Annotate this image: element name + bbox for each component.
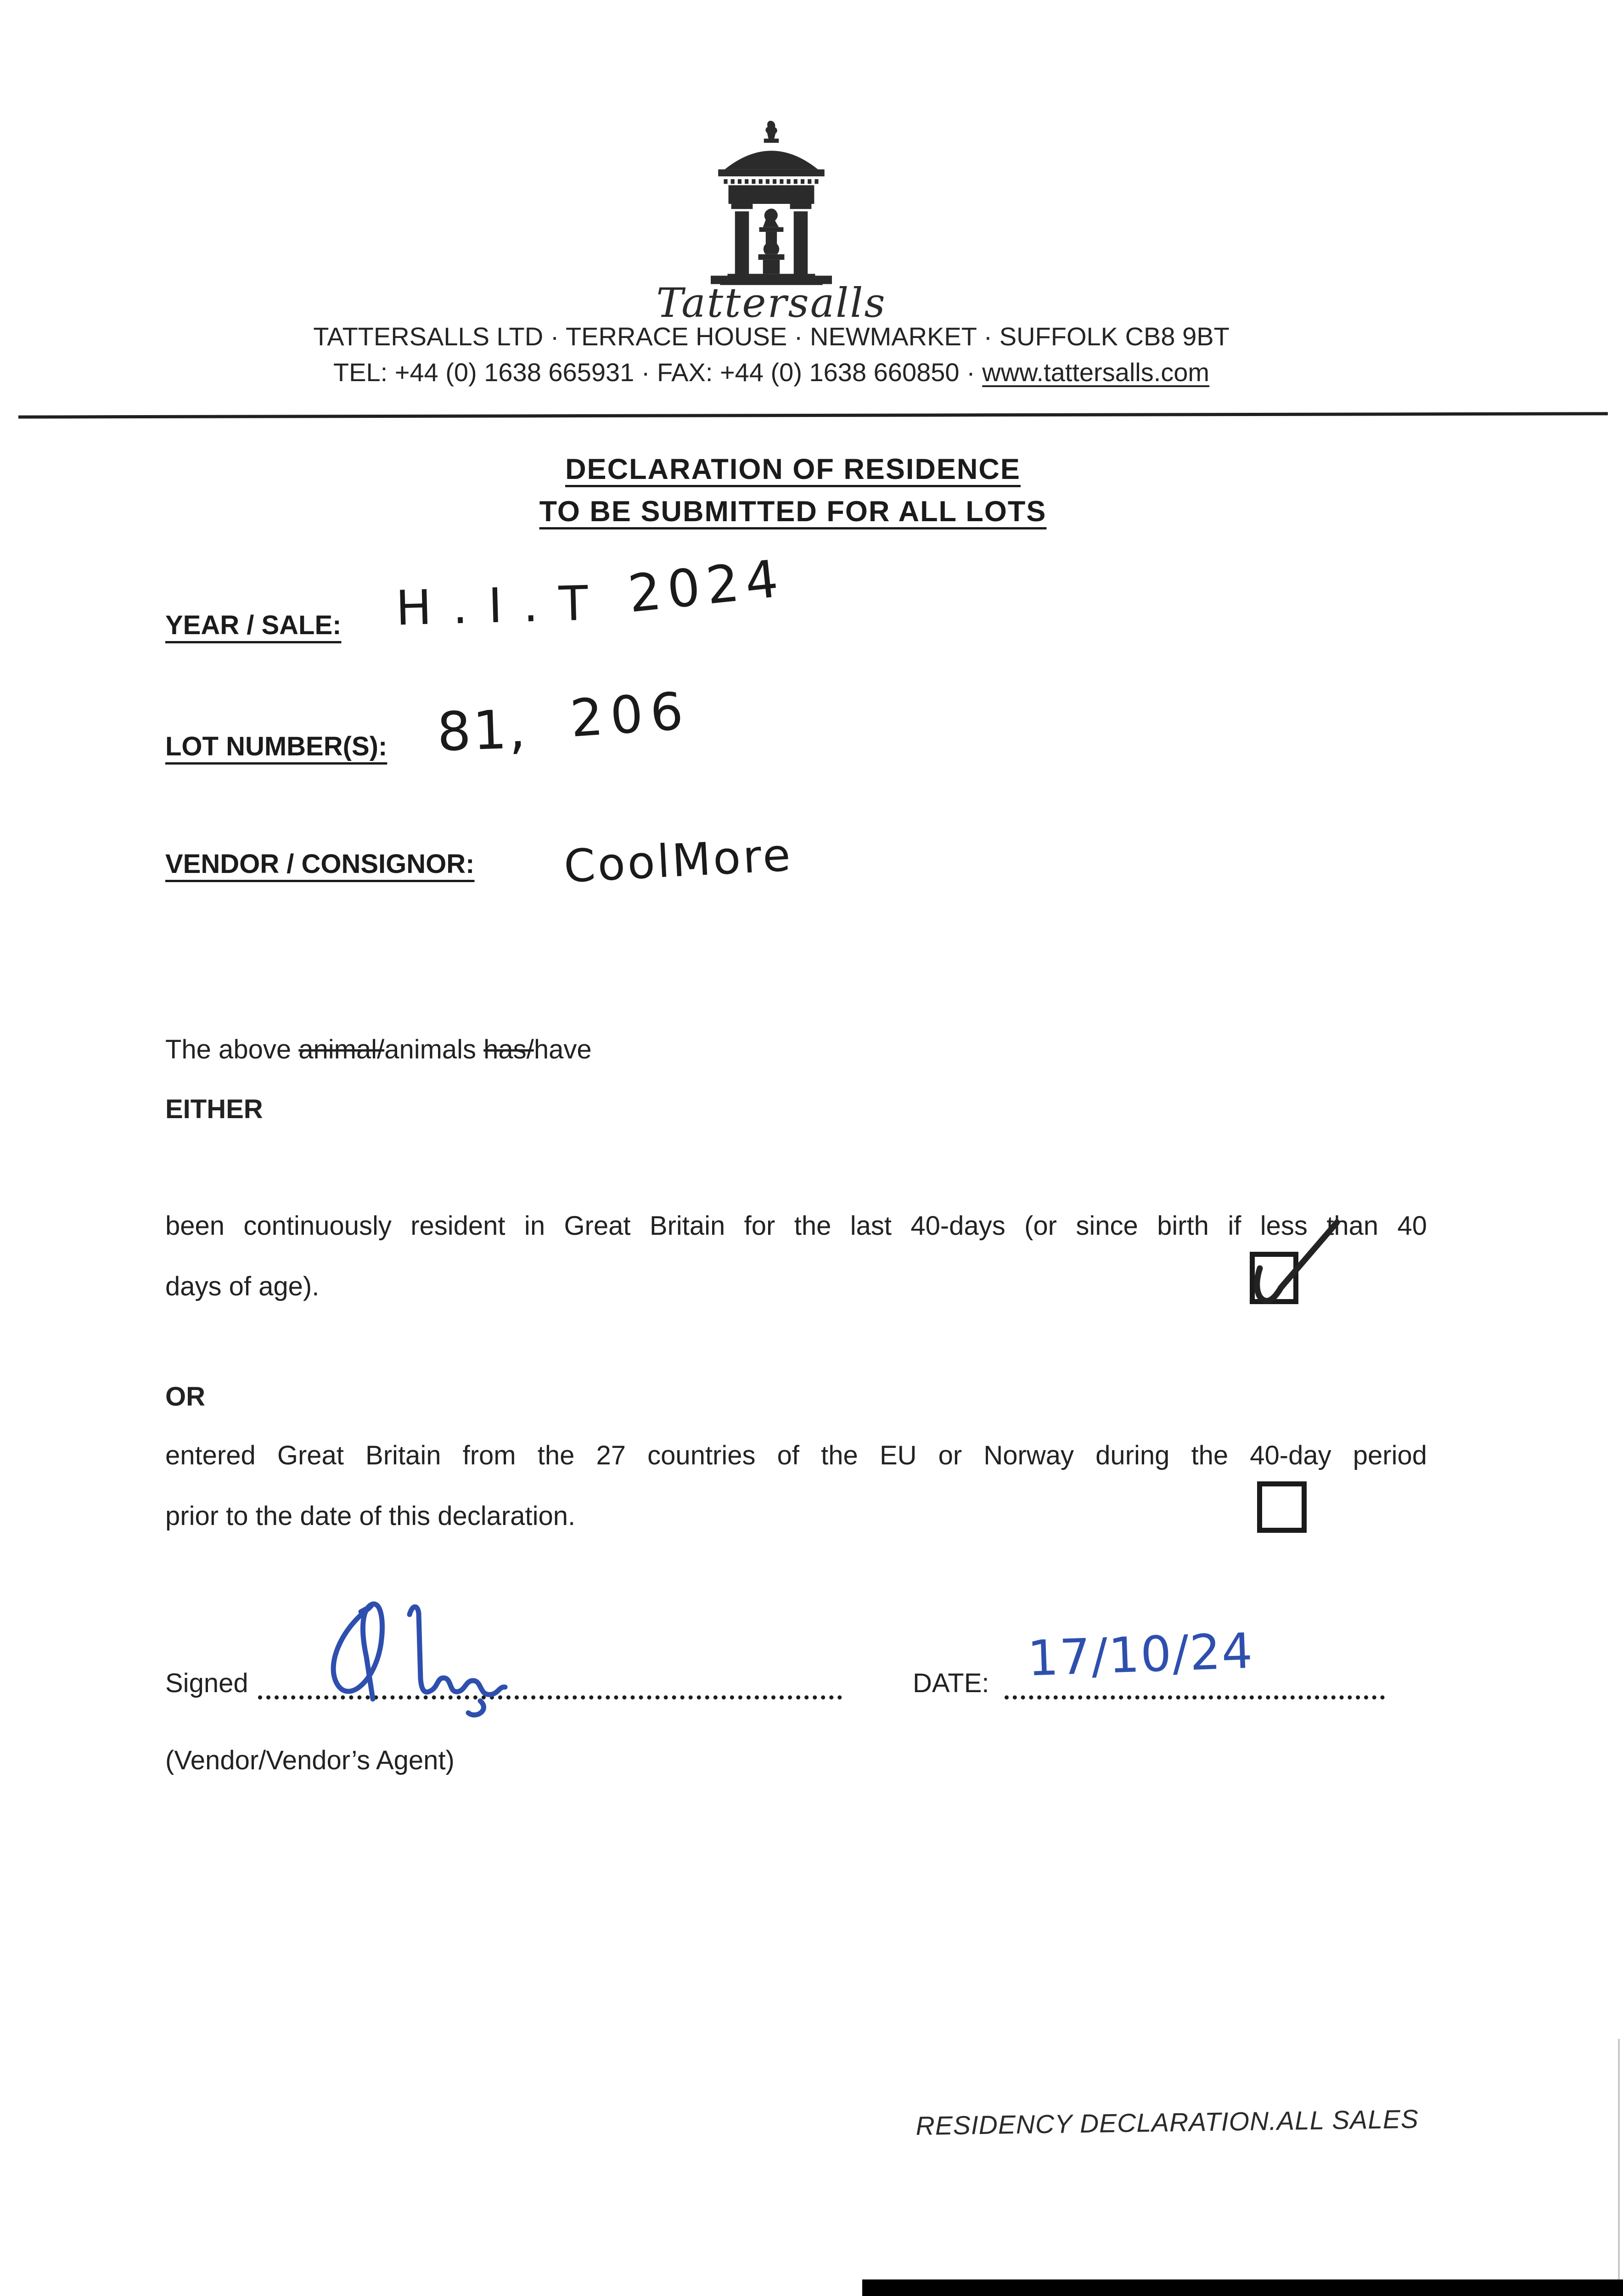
statement-line: [165, 1034, 592, 1065]
or-option-line2: prior to the date of this declaration.: [165, 1501, 576, 1531]
tattersalls-monument-logo: [711, 119, 832, 288]
lot-numbers-label: LOT NUMBER(S):: [165, 732, 387, 761]
website-link: www.tattersalls.com: [982, 358, 1210, 387]
header-divider-line: [18, 412, 1608, 418]
year-sale-label: YEAR / SALE:: [165, 610, 342, 640]
statement-mid: animals: [384, 1035, 484, 1064]
letterhead-address: TATTERSALLS LTD · TERRACE HOUSE · NEWMARKET · SUFFOLK CB8 9BT: [313, 322, 1230, 351]
year-sale-handwritten-value: H . I . T: [395, 575, 592, 636]
statement-struck-animal: animal/: [298, 1035, 385, 1064]
signed-label: Signed: [165, 1668, 248, 1698]
year-sale-handwritten-year: 2024: [625, 548, 787, 625]
or-checkbox: [1257, 1481, 1307, 1533]
lot-numbers-handwritten-value-1: 81,: [436, 698, 528, 764]
statement-suffix: have: [534, 1035, 592, 1064]
footer-document-reference: RESIDENCY DECLARATION.ALL SALES: [915, 2104, 1419, 2141]
date-handwritten-value: 17/10/24: [1027, 1622, 1255, 1687]
checkmark-tick-icon: [1222, 1203, 1360, 1327]
statement-prefix: The above: [165, 1035, 299, 1064]
either-heading: EITHER: [165, 1094, 263, 1124]
date-dotted-line: [1005, 1695, 1385, 1699]
statement-struck-has: has/: [483, 1035, 534, 1064]
or-heading: OR: [165, 1382, 205, 1412]
document-title-line2: TO BE SUBMITTED FOR ALL LOTS: [539, 495, 1047, 528]
or-option-line1: entered Great Britain from the 27 countries of the EU or Norway during the 40-day period: [165, 1441, 1427, 1470]
vendor-agent-note: (Vendor/Vendor’s Agent): [165, 1745, 455, 1775]
scan-bottom-bar-artifact: [862, 2279, 1623, 2296]
brand-wordmark: Tattersalls: [656, 279, 887, 326]
date-label: DATE:: [913, 1668, 989, 1698]
either-option-line2: days of age).: [165, 1272, 320, 1301]
vendor-consignor-label: VENDOR / CONSIGNOR:: [165, 849, 475, 879]
handwritten-signature-blue: [312, 1585, 546, 1728]
lot-numbers-handwritten-value-2: 206: [568, 681, 692, 749]
either-option-line1: been continuously resident in Great Britain for the last 40-days (or since birth if less than 40: [165, 1211, 1427, 1241]
document-title-line1: DECLARATION OF RESIDENCE: [565, 453, 1021, 485]
letterhead-tel-fax: TEL: +44 (0) 1638 665931 · FAX: +44 (0) 1638 660850 ·: [333, 358, 983, 387]
scan-edge-artifact: [1618, 2039, 1620, 2296]
vendor-handwritten-value: CoolMore: [562, 829, 794, 893]
letterhead-contact-line: [0, 357, 1543, 387]
